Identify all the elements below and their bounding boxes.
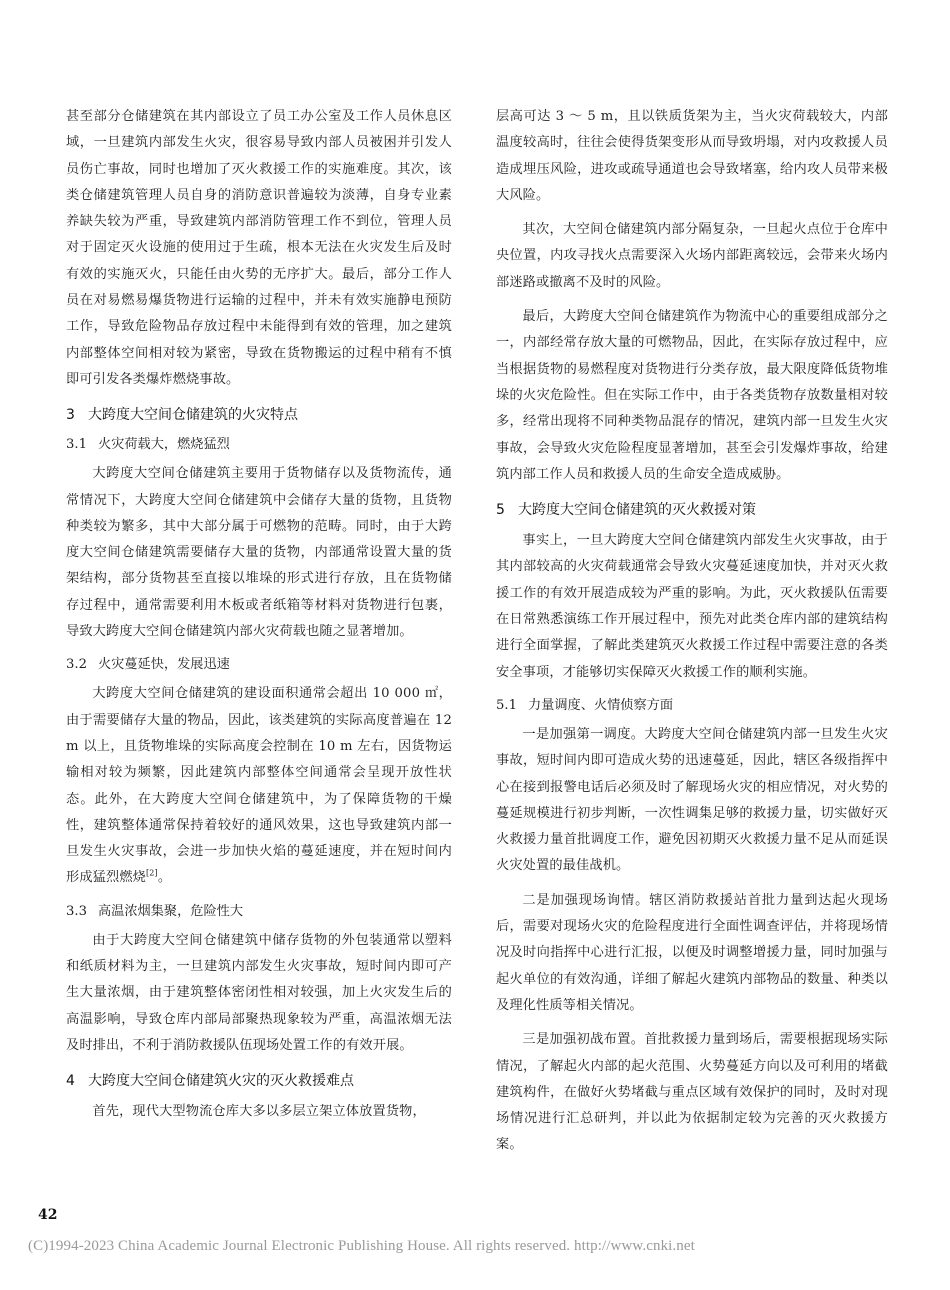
paragraph-text: 大跨度大空间仓储建筑的建设面积通常会超出 10 000 ㎡，由于需要储存大量的物品，因此，该类建筑的实际高度普遍在 12 m 以上，且货物堆垛的实际高度会控制在 10 m 左右，因货物运输相对较为频繁，因此建筑内部整体空间通常会呈现开放性状态。此外，在大跨度大空间仓储建筑中，为了保障货物的干燥性，建筑整体通常保持着较好的通风效果，这也导致建筑内部一旦发生火灾事故，会进一步加快火焰的蔓延速度，并在短时间内形成猛烈燃烧 (66, 686, 452, 886)
section-heading-5 (496, 498, 888, 522)
section-title: 大跨度大空间仓储建筑的火灾特点 (88, 407, 298, 424)
page-number: 42 (38, 1207, 58, 1223)
paragraph: 首先，现代大型物流仓库大多以多层立架立体放置货物， (92, 1104, 426, 1120)
subsection-heading-3-2 (66, 653, 452, 677)
paragraph: 甚至部分仓储建筑在其内部设立了员工办公室及工作人员休息区域，一旦建筑内部发生火灾，很容易导致内部人员被困并引发人员伤亡事故，同时也增加了灭火救援工作的实施难度。其次，该类仓储建筑管理人员自身的消防意识普遍较为淡薄，自身专业素养缺失较为严重，导致建筑内部消防管理工作不到位，管理人员对于固定灭火设施的使用过于生疏，根本无法在火灾发生后及时有效的实施灭火，只能任由火势的无序扩大。最后，部分工作人员在对易燃易爆货物进行运输的过程中，并未有效实施静电预防工作，导致危险物品存放过程中未能得到有效的管理，加之建筑内部整体空间相对较为紧密，导致在货物搬运的过程中稍有不慎即可引发各类爆炸燃烧事故。 (66, 109, 452, 387)
section-number: 4 (66, 1073, 75, 1090)
paragraph: 由于大跨度大空间仓储建筑中储存货物的外包装通常以塑料和纸质材料为主，一旦建筑内部发生火灾事故，短时间内即可产生大量浓烟，由于建筑整体密闭性相对较强，加上火灾发生后的高温影响，导致仓库内部局部聚热现象较为严重，高温浓烟无法及时排出，不利于消防救援队伍现场处置工作的有效开展。 (66, 932, 452, 1053)
paragraph: 一是加强第一调度。大跨度大空间仓储建筑内部一旦发生火灾事故，短时间内即可造成火势的迅速蔓延，因此，辖区各级指挥中心在接到报警电话后必须及时了解现场火灾的相应情况，对火势的蔓延规模进行初步判断，一次性调集足够的救援力量，切实做好灭火救援力量首批调度工作，避免因初期灭火救援力量不足从而延误火灾处置的最佳战机。 (496, 726, 888, 874)
paragraph: 事实上，一旦大跨度大空间仓储建筑内部发生火灾事故，由于其内部较高的火灾荷载通常会导致火灾蔓延速度加快，并对灭火救援工作的有效开展造成较为严重的影响。为此，灭火救援队伍需要在日常熟悉演练工作开展过程中，预先对此类仓库内部的建筑结构进行全面掌握，了解此类建筑灭火救援工作过程中需要注意的各类安全事项，才能够切实保障灭火救援工作的顺利实施。 (496, 533, 888, 680)
left-column (66, 104, 452, 1134)
subsection-title: 火灾荷载大，燃烧猛烈 (98, 437, 230, 453)
paragraph: 其次，大空间仓储建筑内部分隔复杂，一旦起火点位于仓库中央位置，内攻寻找火点需要深入火场内部距离较远，会带来火场内部迷路或撤离不及时的风险。 (496, 222, 888, 290)
paragraph: 三是加强初战布置。首批救援力量到场后，需要根据现场实际情况，了解起火内部的起火范围、火势蔓延方向以及可利用的堵截建筑构件，在做好火势堵截与重点区域有效保护的同时，及时对现场情况进行汇总研判，并以此为依据制定较为完善的灭火救援方案。 (496, 1032, 888, 1153)
subsection-number: 3.3 (66, 903, 87, 919)
right-column (496, 104, 888, 1167)
section-number: 3 (66, 407, 75, 424)
citation-ref[interactable]: [2] (146, 869, 158, 879)
subsection-heading-5-1 (496, 694, 888, 718)
paragraph: 层高可达 3 ～ 5 m，且以铁质货架为主，当火灾荷载较大，内部温度较高时，往往会使得货架变形从而导致坍塌，对内攻救援人员造成埋压风险，进攻或疏导通道也会导致堵塞，给内攻人员带来极大风险。 (496, 109, 888, 203)
section-title: 大跨度大空间仓储建筑的灭火救援对策 (518, 502, 756, 519)
subsection-number: 3.2 (66, 657, 87, 673)
subsection-title: 力量调度、火情侦察方面 (528, 697, 674, 713)
subsection-heading-3-1 (66, 433, 452, 457)
paragraph-end: 。 (157, 870, 172, 886)
section-title: 大跨度大空间仓储建筑火灾的灭火救援难点 (88, 1073, 354, 1090)
copyright-footer: (C)1994-2023 China Academic Journal Electronic Publishing House. All rights reserved. http://www.cnki.net (28, 1238, 695, 1254)
section-number: 5 (496, 502, 505, 519)
subsection-number: 3.1 (66, 437, 87, 453)
paragraph (66, 681, 452, 891)
paragraph: 二是加强现场询情。辖区消防救援站首批力量到达起火现场后，需要对现场火灾的危险程度进行全面性调查评估，并将现场情况及时向指挥中心进行汇报，以便及时调整增援力量，同时加强与起火单位的有效沟通，详细了解起火建筑内部物品的数量、种类以及理化性质等相关情况。 (496, 892, 888, 1013)
subsection-title: 高温浓烟集聚，危险性大 (98, 903, 244, 919)
subsection-heading-3-3 (66, 900, 452, 924)
subsection-title: 火灾蔓延快，发展迅速 (98, 657, 230, 673)
subsection-number: 5.1 (496, 697, 517, 713)
section-heading-3 (66, 403, 452, 427)
paragraph: 最后，大跨度大空间仓储建筑作为物流中心的重要组成部分之一，内部经常存放大量的可燃物品，因此，在实际存放过程中，应当根据货物的易燃程度对货物进行分类存放，最大限度降低货物堆垛的火灾危险性。但在实际工作中，由于各类货物存放数量相对较多，经常出现将不同种类物品混存的情况，建筑内部一旦发生火灾事故，会导致火灾危险程度显著增加，甚至会引发爆炸事故，给建筑内部工作人员和救援人员的生命安全造成威胁。 (496, 309, 888, 482)
section-heading-4 (66, 1069, 452, 1093)
paragraph: 大跨度大空间仓储建筑主要用于货物储存以及货物流传，通常情况下，大跨度大空间仓储建筑中会储存大量的货物，且货物种类较为繁多，其中大部分属于可燃物的范畴。同时，由于大跨度大空间仓储建筑需要储存大量的货物，内部通常设置大量的货架结构，部分货物甚至直接以堆垛的形式进行存放，且在货物储存过程中，通常需要利用木板或者纸箱等材料对货物进行包裹，导致大跨度大空间仓储建筑内部火灾荷载也随之显著增加。 (66, 466, 452, 640)
